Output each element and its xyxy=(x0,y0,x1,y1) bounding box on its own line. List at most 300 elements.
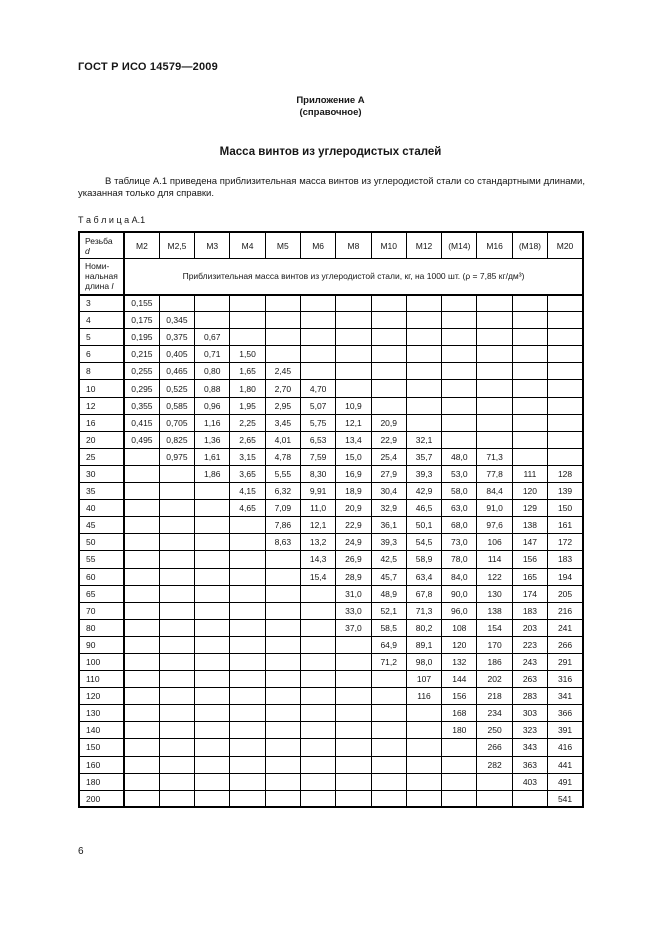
mass-value-cell xyxy=(124,517,159,534)
mass-value-cell xyxy=(371,329,406,346)
nominal-length-cell: 65 xyxy=(79,585,124,602)
mass-value-cell: 63,4 xyxy=(406,568,441,585)
mass-value-cell: 0,345 xyxy=(159,312,194,329)
mass-value-cell xyxy=(230,790,265,807)
mass-value-cell xyxy=(230,688,265,705)
mass-value-cell: 172 xyxy=(548,534,583,551)
mass-value-cell: 46,5 xyxy=(406,500,441,517)
mass-value-cell: 316 xyxy=(548,671,583,688)
mass-value-cell xyxy=(159,551,194,568)
mass-value-cell: 0,71 xyxy=(195,346,230,363)
mass-value-cell xyxy=(159,722,194,739)
mass-value-cell: 205 xyxy=(548,585,583,602)
mass-value-cell: 45,7 xyxy=(371,568,406,585)
mass-value-cell xyxy=(336,790,371,807)
mass-value-cell xyxy=(336,380,371,397)
mass-value-cell xyxy=(477,773,512,790)
mass-value-cell xyxy=(124,602,159,619)
mass-value-cell xyxy=(371,397,406,414)
mass-value-cell xyxy=(371,739,406,756)
mass-value-cell: 2,45 xyxy=(265,363,300,380)
mass-value-cell: 58,5 xyxy=(371,619,406,636)
mass-value-cell: 84,0 xyxy=(442,568,477,585)
nominal-length-cell: 12 xyxy=(79,397,124,414)
table-row xyxy=(79,585,583,602)
mass-value-cell xyxy=(477,346,512,363)
mass-value-cell: 42,5 xyxy=(371,551,406,568)
mass-value-cell xyxy=(159,739,194,756)
mass-value-cell xyxy=(230,722,265,739)
mass-value-cell: 54,5 xyxy=(406,534,441,551)
mass-value-cell xyxy=(442,380,477,397)
mass-value-cell: 1,95 xyxy=(230,397,265,414)
col-header: М10 xyxy=(371,232,406,259)
mass-value-cell: 12,1 xyxy=(300,517,335,534)
table-row xyxy=(79,312,583,329)
mass-value-cell: 0,355 xyxy=(124,397,159,414)
mass-value-cell: 13,2 xyxy=(300,534,335,551)
mass-value-cell: 10,9 xyxy=(336,397,371,414)
mass-value-cell xyxy=(124,773,159,790)
mass-value-cell: 22,9 xyxy=(371,431,406,448)
nominal-length-cell: 4 xyxy=(79,312,124,329)
mass-value-cell: 234 xyxy=(477,705,512,722)
mass-value-cell: 4,15 xyxy=(230,483,265,500)
mass-value-cell: 1,80 xyxy=(230,380,265,397)
mass-value-cell xyxy=(124,756,159,773)
mass-value-cell xyxy=(406,380,441,397)
mass-value-cell xyxy=(230,295,265,312)
mass-value-cell xyxy=(336,363,371,380)
mass-value-cell xyxy=(159,483,194,500)
mass-value-cell: 7,09 xyxy=(265,500,300,517)
mass-value-cell: 32,1 xyxy=(406,431,441,448)
table-row xyxy=(79,773,583,790)
mass-value-cell xyxy=(477,295,512,312)
mass-value-cell xyxy=(371,773,406,790)
mass-value-cell: 0,215 xyxy=(124,346,159,363)
mass-value-cell: 13,4 xyxy=(336,431,371,448)
mass-value-cell xyxy=(265,346,300,363)
mass-value-cell: 263 xyxy=(512,671,547,688)
nominal-length-cell: 20 xyxy=(79,431,124,448)
mass-value-cell xyxy=(159,602,194,619)
mass-value-cell xyxy=(195,483,230,500)
mass-value-cell: 403 xyxy=(512,773,547,790)
mass-value-cell: 122 xyxy=(477,568,512,585)
mass-value-cell: 106 xyxy=(477,534,512,551)
mass-value-cell: 341 xyxy=(548,688,583,705)
mass-value-cell xyxy=(265,551,300,568)
mass-value-cell xyxy=(442,790,477,807)
nominal-length-cell: 6 xyxy=(79,346,124,363)
col-header: (М14) xyxy=(442,232,477,259)
mass-value-cell: 323 xyxy=(512,722,547,739)
mass-value-cell: 26,9 xyxy=(336,551,371,568)
mass-value-cell: 216 xyxy=(548,602,583,619)
mass-value-cell: 3,65 xyxy=(230,465,265,482)
mass-value-cell: 98,0 xyxy=(406,653,441,670)
mass-value-cell xyxy=(124,483,159,500)
mass-value-cell xyxy=(442,756,477,773)
mass-value-cell: 441 xyxy=(548,756,583,773)
mass-value-cell: 0,175 xyxy=(124,312,159,329)
table-row xyxy=(79,397,583,414)
mass-value-cell: 8,63 xyxy=(265,534,300,551)
nominal-length-cell: 16 xyxy=(79,414,124,431)
mass-value-cell xyxy=(406,773,441,790)
mass-value-cell: 1,50 xyxy=(230,346,265,363)
mass-value-cell: 1,36 xyxy=(195,431,230,448)
mass-value-cell xyxy=(442,739,477,756)
mass-value-cell: 3,45 xyxy=(265,414,300,431)
mass-value-cell: 194 xyxy=(548,568,583,585)
nominal-length-cell: 110 xyxy=(79,671,124,688)
mass-value-cell: 33,0 xyxy=(336,602,371,619)
mass-value-cell: 48,9 xyxy=(371,585,406,602)
thread-header-cell xyxy=(79,232,124,259)
mass-value-cell: 64,9 xyxy=(371,636,406,653)
mass-value-cell: 202 xyxy=(477,671,512,688)
mass-value-cell: 84,4 xyxy=(477,483,512,500)
mass-value-cell: 283 xyxy=(512,688,547,705)
page-title: Масса винтов из углеродистых сталей xyxy=(219,146,442,158)
mass-value-cell: 150 xyxy=(548,500,583,517)
intro-paragraph: В таблице А.1 приведена приблизительная масса винтов из углеродистой стали со стандартными длинами, указанная только для справки. xyxy=(78,176,585,199)
document-number: ГОСТ Р ИСО 14579—2009 xyxy=(78,61,218,73)
mass-value-cell: 2,25 xyxy=(230,414,265,431)
mass-value-cell xyxy=(159,534,194,551)
mass-value-cell xyxy=(371,722,406,739)
mass-value-cell xyxy=(159,465,194,482)
mass-value-cell xyxy=(124,636,159,653)
mass-value-cell xyxy=(406,312,441,329)
mass-value-cell xyxy=(371,688,406,705)
nominal-length-cell: 40 xyxy=(79,500,124,517)
col-header: М4 xyxy=(230,232,265,259)
mass-value-cell xyxy=(548,312,583,329)
mass-value-cell xyxy=(195,671,230,688)
mass-value-cell: 97,6 xyxy=(477,517,512,534)
nominal-length-cell: 5 xyxy=(79,329,124,346)
table-row xyxy=(79,534,583,551)
mass-value-cell xyxy=(442,295,477,312)
mass-value-cell: 71,3 xyxy=(406,602,441,619)
mass-value-cell xyxy=(336,636,371,653)
mass-value-cell xyxy=(477,380,512,397)
mass-value-cell: 111 xyxy=(512,465,547,482)
mass-value-cell: 0,465 xyxy=(159,363,194,380)
mass-value-cell: 266 xyxy=(477,739,512,756)
mass-value-cell xyxy=(406,329,441,346)
mass-value-cell xyxy=(442,414,477,431)
nominal-length-cell: 200 xyxy=(79,790,124,807)
mass-value-cell: 241 xyxy=(548,619,583,636)
mass-value-cell xyxy=(512,790,547,807)
mass-value-cell: 303 xyxy=(512,705,547,722)
mass-value-cell: 77,8 xyxy=(477,465,512,482)
mass-value-cell: 138 xyxy=(477,602,512,619)
mass-value-cell xyxy=(512,363,547,380)
mass-value-cell: 18,9 xyxy=(336,483,371,500)
mass-value-cell xyxy=(300,790,335,807)
mass-value-cell xyxy=(195,500,230,517)
mass-value-cell: 391 xyxy=(548,722,583,739)
mass-value-cell: 1,16 xyxy=(195,414,230,431)
mass-value-cell xyxy=(371,346,406,363)
mass-value-cell: 20,9 xyxy=(336,500,371,517)
mass-value-cell: 0,525 xyxy=(159,380,194,397)
mass-value-cell xyxy=(265,653,300,670)
mass-value-cell xyxy=(300,585,335,602)
mass-value-cell xyxy=(124,722,159,739)
thread-symbol: d xyxy=(85,246,90,256)
mass-value-cell: 71,3 xyxy=(477,448,512,465)
col-header: М3 xyxy=(195,232,230,259)
mass-value-cell xyxy=(159,619,194,636)
mass-value-cell: 250 xyxy=(477,722,512,739)
mass-value-cell: 366 xyxy=(548,705,583,722)
mass-value-cell xyxy=(159,705,194,722)
mass-value-cell: 132 xyxy=(442,653,477,670)
mass-value-cell: 12,1 xyxy=(336,414,371,431)
nominal-length-cell: 120 xyxy=(79,688,124,705)
mass-value-cell: 0,67 xyxy=(195,329,230,346)
mass-value-cell: 4,78 xyxy=(265,448,300,465)
mass-span-header: Приблизительная масса винтов из углеродистой стали, кг, на 1000 шт. (ρ = 7,85 кг/дм³) xyxy=(124,259,583,295)
mass-value-cell xyxy=(265,688,300,705)
mass-value-cell: 32,9 xyxy=(371,500,406,517)
table-row xyxy=(79,568,583,585)
mass-value-cell: 1,65 xyxy=(230,363,265,380)
col-header: М20 xyxy=(548,232,583,259)
mass-value-cell: 22,9 xyxy=(336,517,371,534)
mass-value-cell xyxy=(512,312,547,329)
mass-value-cell xyxy=(300,602,335,619)
mass-value-cell xyxy=(159,568,194,585)
mass-value-cell xyxy=(300,739,335,756)
mass-value-cell xyxy=(124,448,159,465)
mass-value-cell: 15,0 xyxy=(336,448,371,465)
mass-value-cell xyxy=(336,739,371,756)
page-number: 6 xyxy=(78,846,84,857)
mass-value-cell: 24,9 xyxy=(336,534,371,551)
mass-value-cell xyxy=(195,790,230,807)
table-body xyxy=(79,295,583,808)
mass-value-cell xyxy=(371,380,406,397)
mass-value-cell: 1,86 xyxy=(195,465,230,482)
col-header: М2 xyxy=(124,232,159,259)
table-row xyxy=(79,756,583,773)
mass-value-cell xyxy=(548,431,583,448)
mass-value-cell: 28,9 xyxy=(336,568,371,585)
mass-value-cell xyxy=(548,346,583,363)
nominal-length-cell: 50 xyxy=(79,534,124,551)
table-row xyxy=(79,295,583,312)
mass-value-cell xyxy=(124,790,159,807)
mass-value-cell: 282 xyxy=(477,756,512,773)
mass-value-cell: 71,2 xyxy=(371,653,406,670)
mass-value-cell: 3,15 xyxy=(230,448,265,465)
mass-value-cell xyxy=(195,312,230,329)
mass-value-cell: 0,825 xyxy=(159,431,194,448)
mass-value-cell: 129 xyxy=(512,500,547,517)
mass-value-cell: 39,3 xyxy=(406,465,441,482)
mass-value-cell xyxy=(477,790,512,807)
mass-value-cell: 78,0 xyxy=(442,551,477,568)
table-row xyxy=(79,619,583,636)
table-row xyxy=(79,448,583,465)
table-row xyxy=(79,739,583,756)
mass-value-cell: 31,0 xyxy=(336,585,371,602)
mass-value-cell xyxy=(265,585,300,602)
nominal-length-cell: 60 xyxy=(79,568,124,585)
mass-value-cell xyxy=(230,534,265,551)
mass-value-cell xyxy=(195,602,230,619)
mass-value-cell xyxy=(265,773,300,790)
mass-value-cell: 130 xyxy=(477,585,512,602)
mass-value-cell xyxy=(230,653,265,670)
mass-value-cell xyxy=(548,448,583,465)
table-row xyxy=(79,688,583,705)
mass-value-cell xyxy=(406,705,441,722)
mass-value-cell: 174 xyxy=(512,585,547,602)
mass-value-cell xyxy=(442,329,477,346)
mass-value-cell xyxy=(195,739,230,756)
mass-value-cell xyxy=(124,568,159,585)
mass-value-cell: 9,91 xyxy=(300,483,335,500)
mass-value-cell xyxy=(371,671,406,688)
mass-value-cell xyxy=(159,636,194,653)
mass-value-cell: 73,0 xyxy=(442,534,477,551)
mass-value-cell xyxy=(371,295,406,312)
table-row xyxy=(79,465,583,482)
mass-value-cell: 291 xyxy=(548,653,583,670)
mass-value-cell xyxy=(265,671,300,688)
mass-value-cell xyxy=(512,448,547,465)
mass-value-cell: 0,88 xyxy=(195,380,230,397)
mass-value-cell: 5,55 xyxy=(265,465,300,482)
mass-value-cell xyxy=(230,568,265,585)
mass-value-cell xyxy=(195,534,230,551)
mass-value-cell xyxy=(265,756,300,773)
mass-value-cell: 42,9 xyxy=(406,483,441,500)
mass-value-cell: 0,375 xyxy=(159,329,194,346)
mass-value-cell: 156 xyxy=(442,688,477,705)
mass-value-cell xyxy=(195,722,230,739)
mass-value-cell xyxy=(265,636,300,653)
mass-value-cell: 2,65 xyxy=(230,431,265,448)
mass-value-cell xyxy=(512,414,547,431)
mass-value-cell xyxy=(336,653,371,670)
mass-value-cell xyxy=(300,619,335,636)
mass-value-cell: 144 xyxy=(442,671,477,688)
mass-value-cell xyxy=(442,363,477,380)
mass-value-cell xyxy=(300,636,335,653)
mass-value-cell xyxy=(195,517,230,534)
mass-value-cell xyxy=(406,756,441,773)
mass-value-cell: 0,975 xyxy=(159,448,194,465)
mass-value-cell: 0,405 xyxy=(159,346,194,363)
mass-value-cell: 180 xyxy=(442,722,477,739)
mass-value-cell: 108 xyxy=(442,619,477,636)
length-label-line3: длина xyxy=(85,281,110,292)
mass-value-cell xyxy=(124,688,159,705)
col-header: М12 xyxy=(406,232,441,259)
mass-value-cell: 4,70 xyxy=(300,380,335,397)
mass-value-cell xyxy=(406,397,441,414)
mass-value-cell: 89,1 xyxy=(406,636,441,653)
nominal-length-cell: 160 xyxy=(79,756,124,773)
mass-value-cell xyxy=(336,346,371,363)
mass-value-cell: 183 xyxy=(548,551,583,568)
annex-heading-block xyxy=(0,95,661,119)
mass-value-cell xyxy=(230,773,265,790)
table-row xyxy=(79,671,583,688)
mass-value-cell: 6,53 xyxy=(300,431,335,448)
mass-value-cell xyxy=(477,431,512,448)
mass-value-cell: 36,1 xyxy=(371,517,406,534)
mass-value-cell: 7,86 xyxy=(265,517,300,534)
col-header: М8 xyxy=(336,232,371,259)
mass-value-cell xyxy=(265,568,300,585)
nominal-length-cell: 150 xyxy=(79,739,124,756)
table-row xyxy=(79,329,583,346)
nominal-length-cell: 45 xyxy=(79,517,124,534)
mass-value-cell: 223 xyxy=(512,636,547,653)
mass-value-cell: 5,07 xyxy=(300,397,335,414)
mass-value-cell xyxy=(336,329,371,346)
mass-value-cell: 63,0 xyxy=(442,500,477,517)
mass-value-cell: 0,195 xyxy=(124,329,159,346)
table-row xyxy=(79,363,583,380)
mass-value-cell: 170 xyxy=(477,636,512,653)
mass-value-cell xyxy=(124,585,159,602)
mass-value-cell xyxy=(548,295,583,312)
mass-value-cell xyxy=(265,790,300,807)
mass-value-cell xyxy=(265,705,300,722)
mass-value-cell xyxy=(124,500,159,517)
mass-value-cell xyxy=(336,688,371,705)
mass-value-cell: 218 xyxy=(477,688,512,705)
mass-value-cell: 0,495 xyxy=(124,431,159,448)
mass-value-cell xyxy=(406,739,441,756)
mass-value-cell xyxy=(124,465,159,482)
mass-value-cell xyxy=(265,329,300,346)
mass-value-cell xyxy=(442,397,477,414)
mass-value-cell xyxy=(230,329,265,346)
mass-value-cell xyxy=(336,773,371,790)
table-row xyxy=(79,722,583,739)
mass-value-cell: 243 xyxy=(512,653,547,670)
mass-value-cell xyxy=(371,790,406,807)
nominal-length-cell: 30 xyxy=(79,465,124,482)
mass-value-cell: 0,96 xyxy=(195,397,230,414)
mass-value-cell: 50,1 xyxy=(406,517,441,534)
mass-value-cell: 52,1 xyxy=(371,602,406,619)
mass-value-cell xyxy=(195,773,230,790)
mass-value-cell xyxy=(300,773,335,790)
mass-value-cell: 8,30 xyxy=(300,465,335,482)
col-header: М16 xyxy=(477,232,512,259)
mass-value-cell: 120 xyxy=(512,483,547,500)
mass-value-cell xyxy=(124,534,159,551)
mass-value-cell: 165 xyxy=(512,568,547,585)
mass-value-cell: 491 xyxy=(548,773,583,790)
mass-value-cell xyxy=(442,312,477,329)
mass-value-cell xyxy=(230,602,265,619)
annex-type: (справочное) xyxy=(299,107,362,118)
